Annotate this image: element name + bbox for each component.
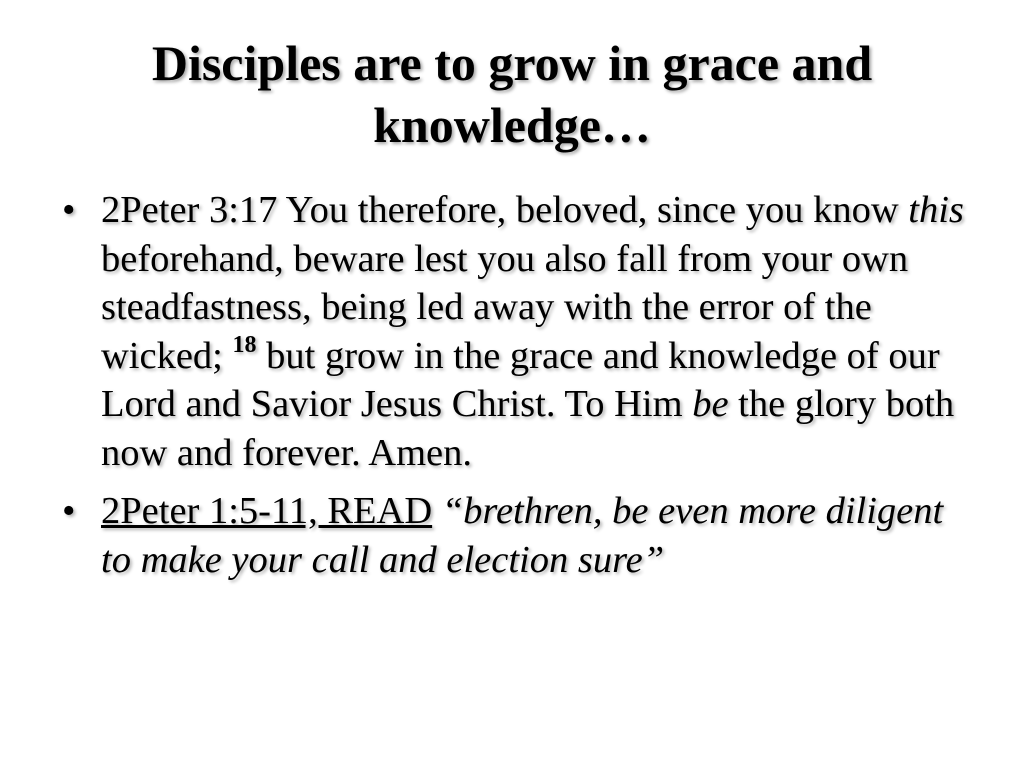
bullet-item-2peter-1-5 <box>60 487 980 584</box>
title-line-2: knowledge… <box>373 97 651 153</box>
title-line-1: Disciples are to grow in grace and <box>151 35 873 91</box>
verse-number: 18 <box>232 331 257 358</box>
reference-spacer <box>432 490 442 532</box>
verse-text-part-4: the glory both now and forever. Amen. <box>101 383 955 474</box>
verse-text-part-1: 2Peter 3:17 You therefore, beloved, since you know <box>101 189 909 231</box>
bullet-item-2peter-3-17 <box>60 186 980 477</box>
verse-text-part-3: but grow in the grace and knowledge of our Lord and Savior Jesus Christ. To Him <box>101 334 940 425</box>
bullet-point-icon: • <box>62 490 76 532</box>
scripture-reference: 2Peter 1:5-11, READ <box>101 490 433 532</box>
slide-title <box>60 32 964 156</box>
verse-italic-this: this <box>908 189 964 231</box>
verse-text-part-2: beforehand, beware lest you also fall from your own steadfastness, being led away with the error of the wicked; <box>101 237 909 377</box>
scripture-quote: “brethren, be even more diligent to make your call and election sure” <box>101 490 944 581</box>
bullet-point-icon: • <box>62 189 76 231</box>
bullet-list <box>60 186 980 594</box>
verse-italic-be: be <box>692 383 729 425</box>
